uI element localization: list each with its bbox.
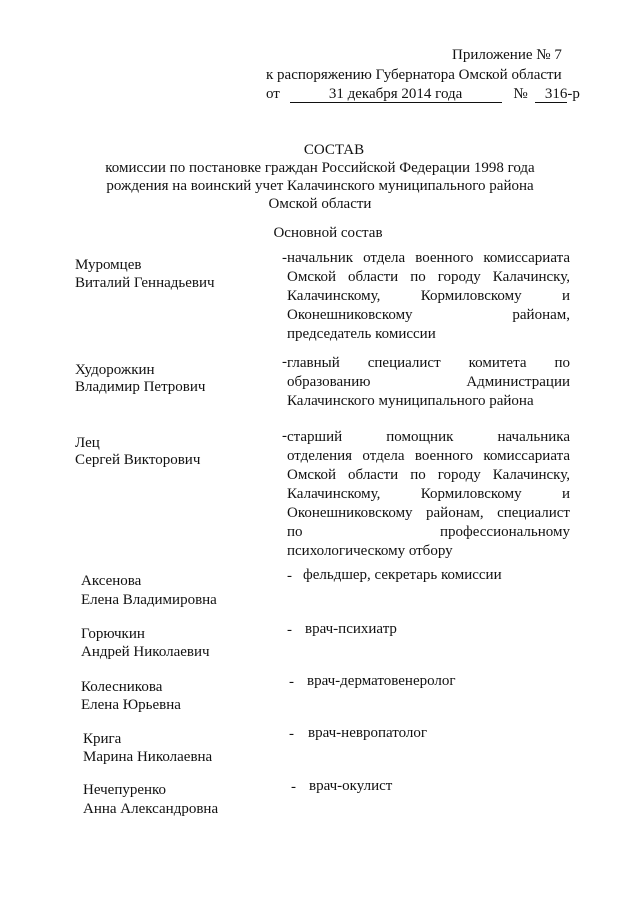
order-date-line bbox=[266, 85, 580, 103]
from-label: от bbox=[266, 86, 280, 102]
member-dash: - bbox=[289, 674, 294, 690]
member-dash: - bbox=[289, 726, 294, 742]
member-dash: - bbox=[287, 622, 292, 638]
member-role: главный специалист комитета по образованию Администрации Калачинского муниципального района bbox=[287, 355, 570, 409]
member-role: врач-психиатр bbox=[305, 621, 397, 637]
member-role: начальник отдела военного комиссариата Омской области по городу Калачинску, Калачинскому, Кормиловскому и Оконешниковскому районам, председатель комиссии bbox=[287, 250, 570, 342]
section-subtitle: Основной состав bbox=[273, 225, 383, 241]
member-given-name: Сергей Викторович bbox=[75, 452, 201, 468]
member-role: фельдшер, секретарь комиссии bbox=[303, 567, 502, 583]
order-number: 316 bbox=[535, 87, 567, 103]
title-line-1: комиссии по постановке граждан Российской Федерации 1998 года bbox=[105, 160, 535, 176]
order-reference: к распоряжению Губернатора Омской области bbox=[266, 67, 562, 83]
member-dash: - bbox=[282, 354, 287, 370]
document-title: СОСТАВ bbox=[303, 142, 365, 158]
member-given-name: Виталий Геннадьевич bbox=[75, 275, 215, 291]
order-date: 31 декабря 2014 года bbox=[290, 87, 502, 103]
member-given-name: Елена Юрьевна bbox=[81, 697, 181, 713]
member-given-name: Андрей Николаевич bbox=[81, 644, 210, 660]
member-role: врач-невропатолог bbox=[308, 725, 428, 741]
member-surname: Худорожкин bbox=[75, 362, 155, 378]
member-dash: - bbox=[291, 779, 296, 795]
member-surname: Горючкин bbox=[81, 626, 145, 642]
member-surname: Муромцев bbox=[75, 257, 142, 273]
member-role: врач-окулист bbox=[309, 778, 393, 794]
member-role: врач-дерматовенеролог bbox=[307, 673, 456, 689]
member-surname: Лец bbox=[75, 435, 100, 451]
appendix-number: Приложение № 7 bbox=[452, 47, 562, 63]
member-given-name: Елена Владимировна bbox=[81, 592, 217, 608]
title-line-2: рождения на воинский учет Калачинского муниципального района bbox=[106, 178, 534, 194]
number-label: № bbox=[513, 86, 528, 102]
member-surname: Аксенова bbox=[81, 573, 142, 589]
order-number-suffix: -р bbox=[567, 86, 580, 102]
title-line-3: Омской области bbox=[268, 196, 372, 212]
member-surname: Нечепуренко bbox=[83, 782, 167, 798]
member-given-name: Марина Николаевна bbox=[83, 749, 213, 765]
member-surname: Крига bbox=[83, 731, 122, 747]
member-dash: - bbox=[282, 250, 287, 266]
member-dash: - bbox=[282, 428, 287, 444]
member-role: старший помощник начальника отделения отдела военного комиссариата Омской области по городу Калачинску, Калачинскому, Кормиловскому и Оконешниковскому районам, специалист по профессиональному психологическому отбору bbox=[287, 429, 570, 559]
member-given-name: Анна Александровна bbox=[83, 801, 219, 817]
member-dash: - bbox=[287, 568, 292, 584]
member-surname: Колесникова bbox=[81, 679, 163, 695]
member-given-name: Владимир Петрович bbox=[75, 379, 206, 395]
